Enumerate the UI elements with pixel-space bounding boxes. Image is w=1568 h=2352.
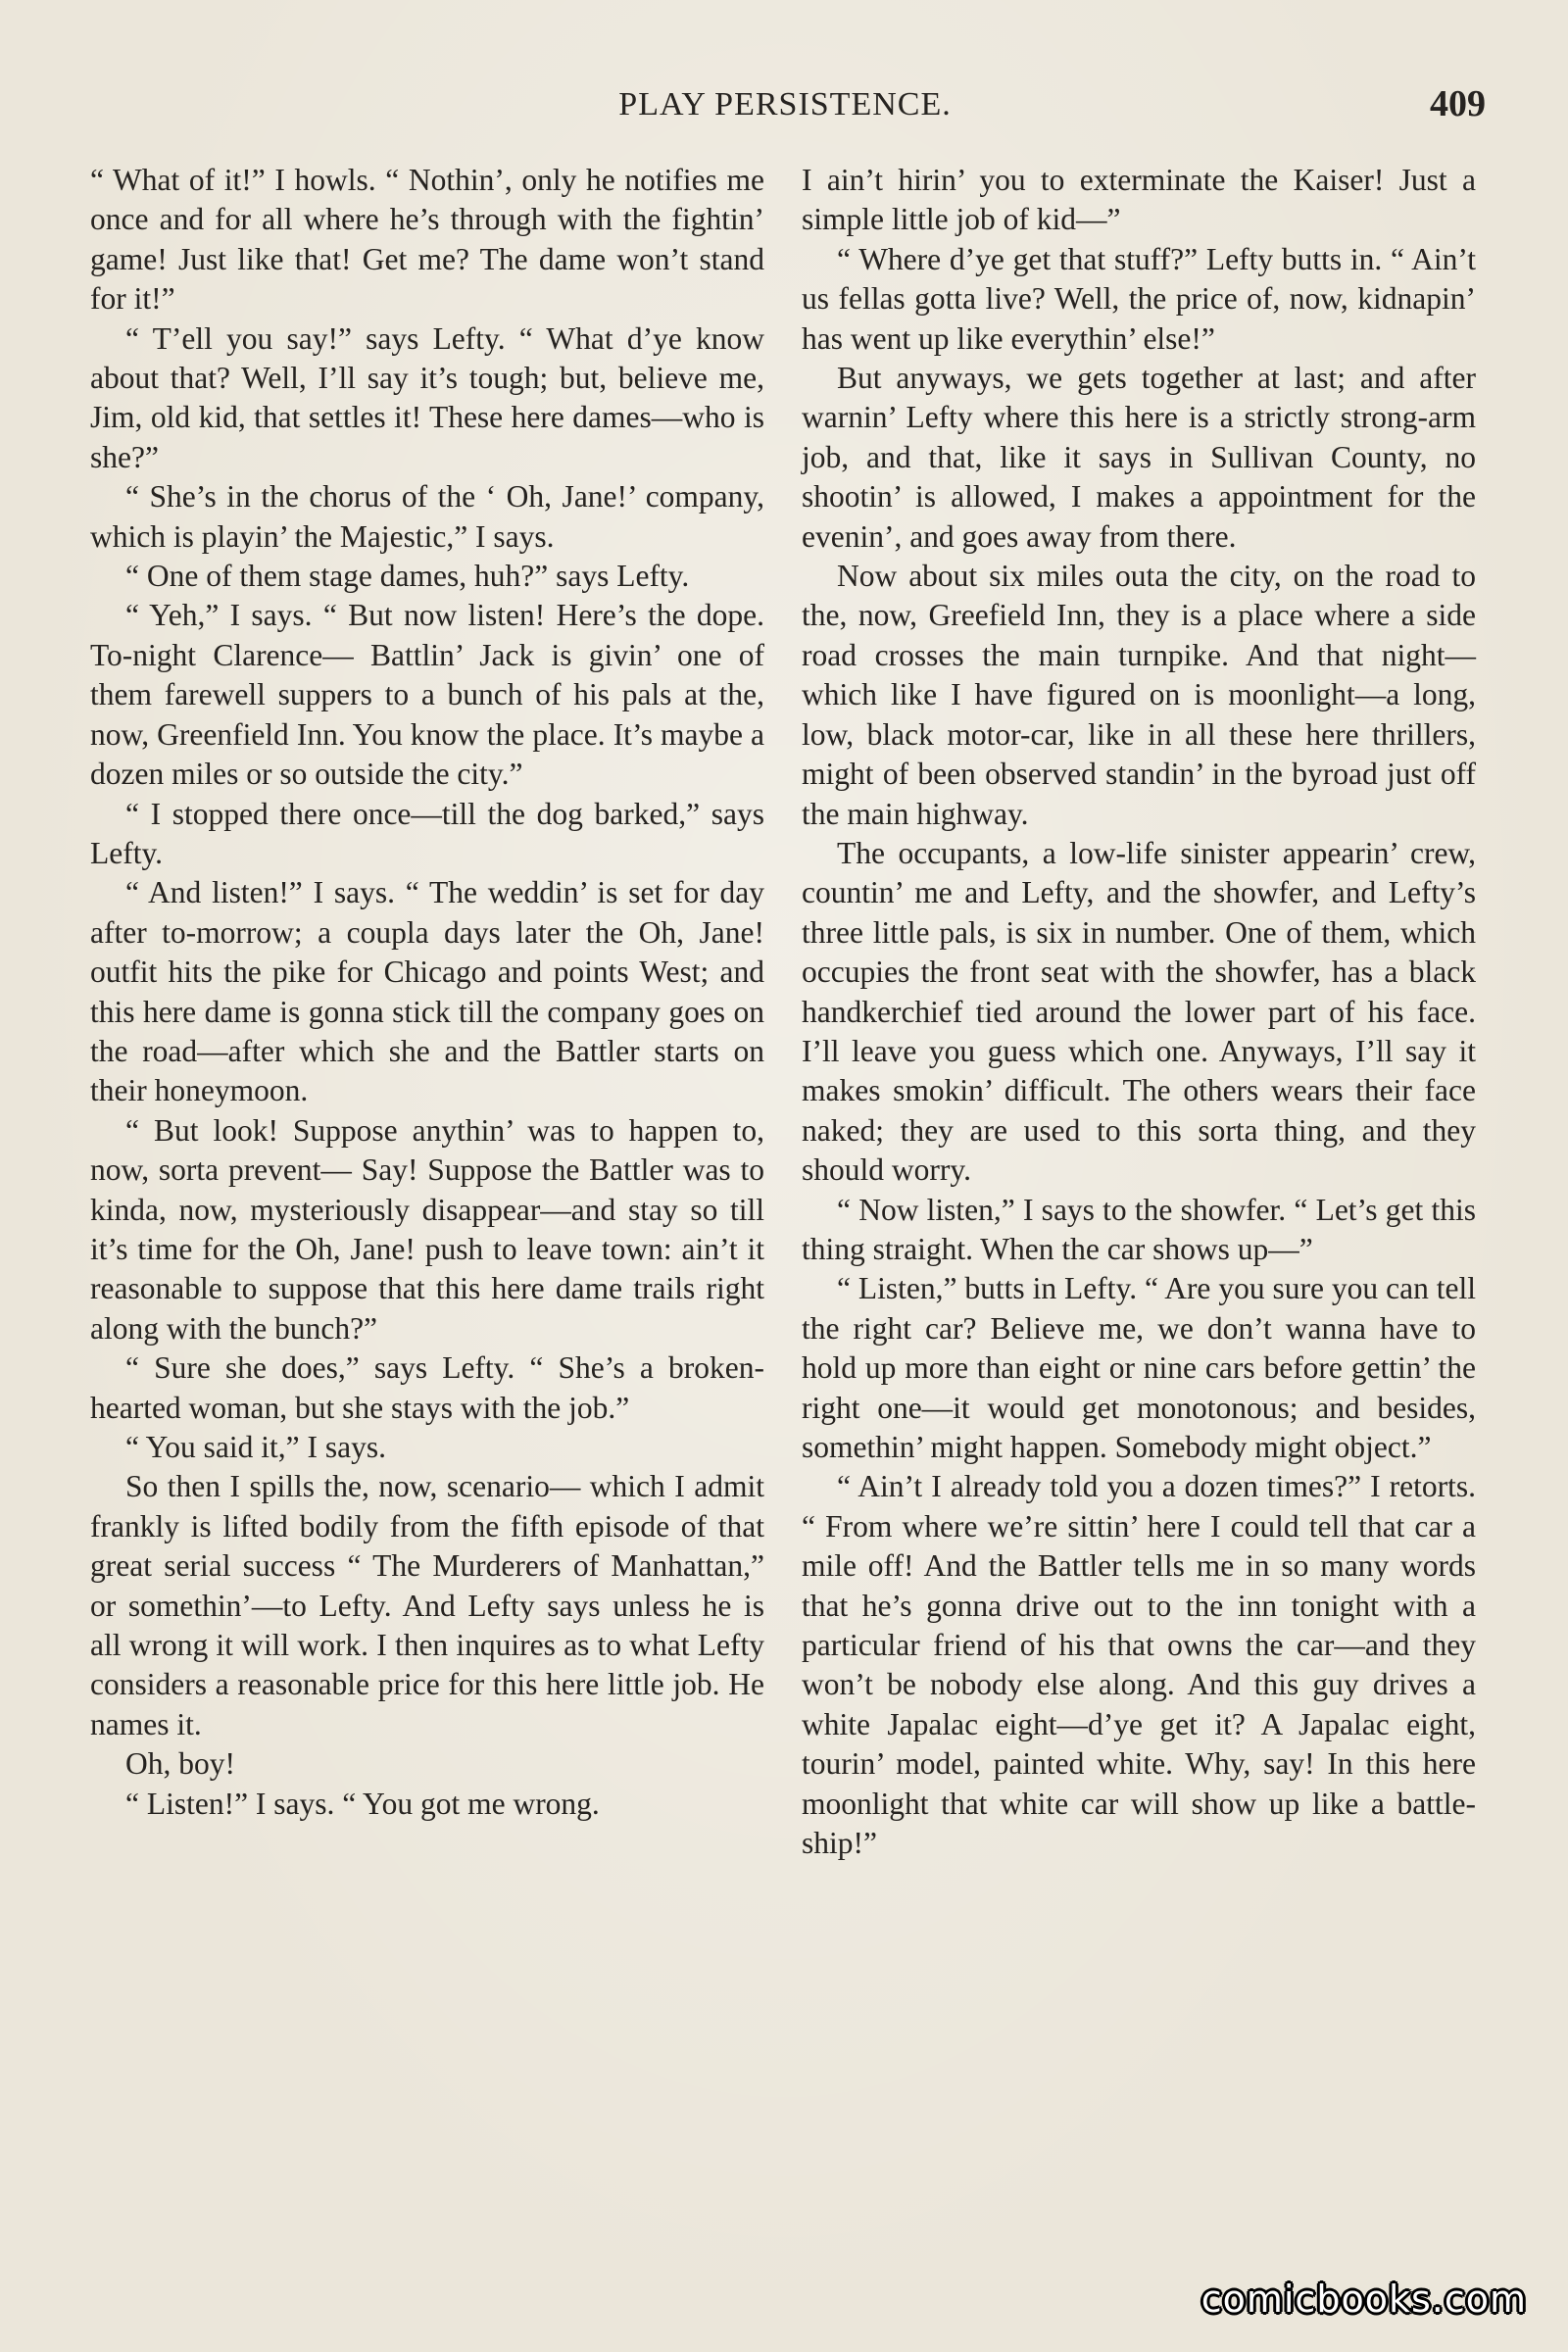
paragraph: “ Listen!” I says. “ You got me wrong. (125, 1786, 600, 1821)
paragraph: Oh, boy! (125, 1746, 235, 1782)
paragraph: “ Ain’t I already told you a dozen times?” I retorts. “ From where we’re sittin’ here I could tell that car a mile off! And the Battler tells me in so many words that he’s gonna drive out to the inn tonight with a particular friend of his that owns the car—and they won’t be nobody else along. And this guy drives a white Japalac eight—d’ye get it? A Japalac eight, tourin’ model, painted white. Why, say! In this here moonlight that white car will show up like a battle-ship!” (802, 1469, 1476, 1861)
paragraph: “ Yeh,” I says. “ But now listen! Here’s the dope. To-night Clarence— Battlin’ Jack is givin’ one of them farewell suppers to a bunch of his pals at the, now, Greenfield Inn. You know the place. It’s maybe a dozen miles or so outside the city.” (90, 598, 764, 792)
paragraph: “ You said it,” I says. (125, 1430, 386, 1464)
paragraph: “ Now listen,” I says to the showfer. “ Let’s get this thing straight. When the car shows up—” (802, 1192, 1476, 1266)
paragraph: “ I stopped there once—till the dog barked,” says Lefty. (90, 796, 764, 870)
paragraph: “ But look! Suppose anythin’ was to happen to, now, sorta prevent— Say! Suppose the Battler was to kinda, now, mysteriously disappear—and stay so till it’s time for the Oh, Jane! push to leave town: ain’t it reasonable to suppose that this here dame trails right along with the bunch?” (90, 1112, 764, 1346)
paragraph: Now about six miles outa the city, on the road to the, now, Greefield Inn, they is a place where a side road crosses the main turnpike. And that night—which like I have figured on is moonlight—a long, low, black motor-car, like in all these here thrillers, might of been observed standin’ in the byroad just off the main highway. (802, 559, 1476, 831)
paragraph: But anyways, we gets together at last; and after warnin’ Lefty where this here is a strictly strong-arm job, and that, like it says in Sullivan County, no shootin’ is allowed, I makes a appointment for the evenin’, and goes away from there. (802, 361, 1476, 554)
paragraph: “ She’s in the chorus of the ‘ Oh, Jane!’ company, which is playin’ the Majestic,” I says. (90, 479, 764, 554)
running-header (84, 82, 1486, 131)
right-column (802, 161, 1476, 1863)
paragraph: I ain’t hirin’ you to exterminate the Kaiser! Just a simple little job of kid—” (802, 163, 1476, 237)
paragraph: “ One of them stage dames, huh?” says Lefty. (125, 559, 690, 594)
page-number: 409 (1430, 83, 1486, 124)
paragraph: “ Where d’ye get that stuff?” Lefty butts in. “ Ain’t us fellas gotta live? Well, the price of, now, kidnapin’ has went up like everythin’ else!” (802, 241, 1476, 356)
paragraph: “ What of it!” I howls. “ Nothin’, only he notifies me once and for all where he’s through with the fightin’ game! Just like that! Get me? The dame won’t stand for it!” (90, 163, 764, 317)
paragraph: So then I spills the, now, scenario— which I admit frankly is lifted bodily from the fifth episode of that great serial success “ The Murderers of Manhattan,” or somethin’—to Lefty. And Lefty says unless he is all wrong it will work. I then inquires as to what Lefty considers a reasonable price for this here little job. He names it. (90, 1469, 764, 1741)
paragraph: “ Sure she does,” says Lefty. “ She’s a broken-hearted woman, but she stays with the job.” (90, 1350, 764, 1425)
paragraph: “ T’ell you say!” says Lefty. “ What d’ye know about that? Well, I’ll say it’s tough; but, believe me, Jim, old kid, that settles it! These here dames—who is she?” (90, 320, 764, 474)
watermark: comicbooks.com (1200, 2278, 1527, 2321)
running-title: PLAY PERSISTENCE. (618, 86, 952, 122)
paragraph: “ Listen,” butts in Lefty. “ Are you sure you can tell the right car? Believe me, we don’t wanna have to hold up more than eight or nine cars before gettin’ the right one—it would get monotonous; and besides, somethin’ might happen. Somebody might object.” (802, 1271, 1476, 1464)
paragraph: The occupants, a low-life sinister appearin’ crew, countin’ me and Lefty, and the showfer, and Lefty’s three little pals, is six in number. One of them, which occupies the front seat with the showfer, has a black handkerchief tied around the lower part of his face. I’ll leave you guess which one. Anyways, I’ll say it makes smokin’ difficult. The others wears their face naked; they are used to this sorta thing, and they should worry. (802, 835, 1476, 1188)
paragraph: “ And listen!” I says. “ The weddin’ is set for day after to-morrow; a coupla days later the Oh, Jane! outfit hits the pike for Chicago and points West; and this here dame is gonna stick till the company goes on the road—after which she and the Battler starts on their honeymoon. (90, 875, 764, 1108)
left-column (90, 161, 764, 1824)
